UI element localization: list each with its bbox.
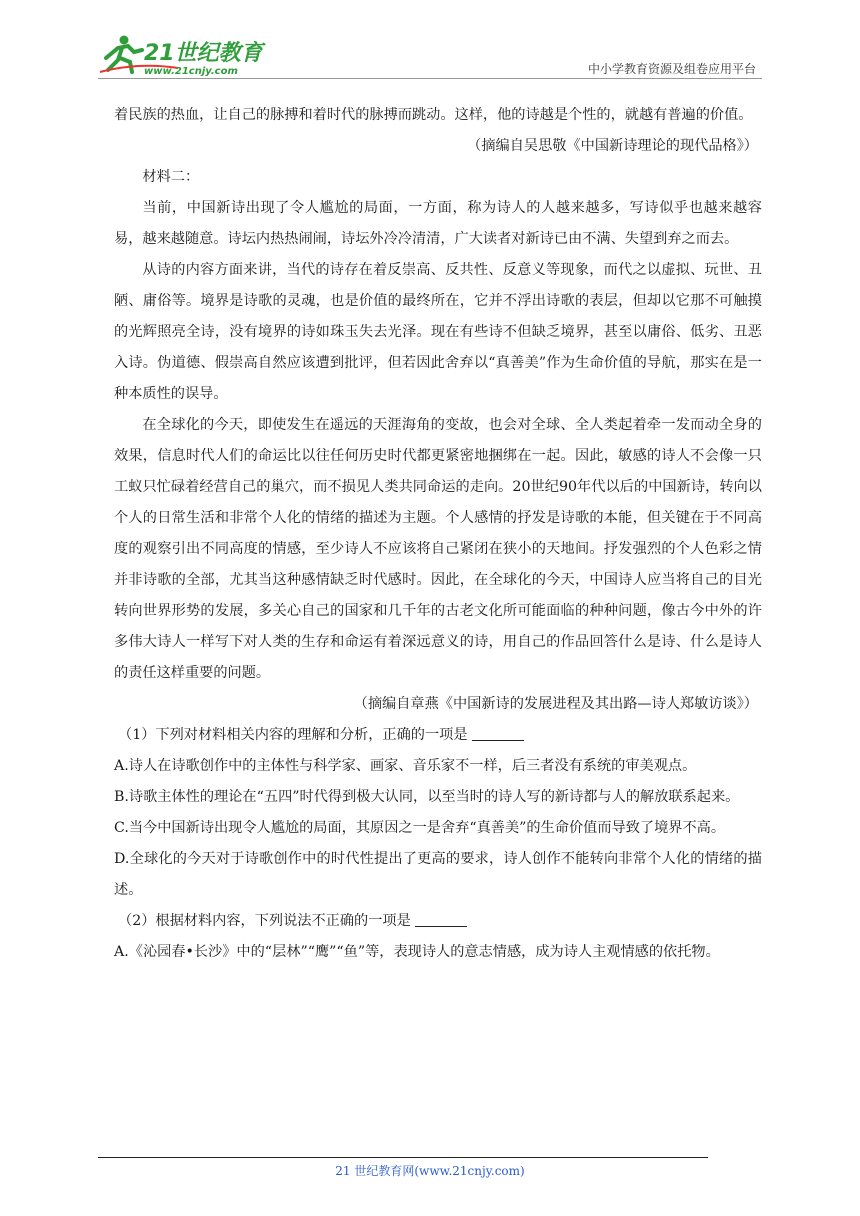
platform-name: 中小学教育资源及组卷应用平台 xyxy=(587,62,756,76)
logo xyxy=(98,32,268,78)
question-1-text: （1）下列对材料相关内容的理解和分析，正确的一项是 xyxy=(118,727,468,743)
q2-option-a: A.《沁园春•长沙》中的“层林”“鹰”“鱼”等，表现诗人的意志情感，成为诗人主观情感的依托物。 xyxy=(114,944,720,960)
q1-option-b: B.诗歌主体性的理论在“五四”时代得到极大认同，以至当时的诗人写的新诗都与人的解放联系起来。 xyxy=(114,789,740,805)
header-divider xyxy=(98,78,762,79)
page-footer: 21 世纪教育网(www.21cnjy.com) xyxy=(335,1164,525,1178)
q1-option-d: D.全球化的今天对于诗歌创作中的时代性提出了更高的要求，诗人创作不能转向非常个人化的情绪的描述。 xyxy=(114,851,762,898)
question-2-text: （2）根据材料内容，下列说法不正确的一项是 xyxy=(118,913,411,929)
material-2-heading: 材料二： xyxy=(142,169,200,185)
footer-divider xyxy=(98,1157,708,1158)
paragraph-1: 当前，中国新诗出现了令人尴尬的局面，一方面，称为诗人的人越来越多，写诗似乎也越来越容易，越来越随意。诗坛内热热闹闹，诗坛外冷冷清清，广大读者对新诗已由不满、失望到弃之而去。 xyxy=(114,200,762,247)
paragraph-continued: 着民族的热血，让自己的脉搏和着时代的脉搏而跳动。这样，他的诗越是个性的，就越有普遍的价值。 xyxy=(114,107,753,123)
answer-blank-2[interactable] xyxy=(415,912,467,927)
source-citation-2: （摘编自章燕《中国新诗的发展进程及其出路—诗人郑敏访谈》） xyxy=(353,696,758,712)
answer-blank-1[interactable] xyxy=(472,726,524,741)
page-header xyxy=(98,32,762,80)
question-1 xyxy=(114,720,762,751)
document-body xyxy=(114,100,762,968)
q1-option-a: A.诗人在诗歌创作中的主体性与科学家、画家、音乐家不一样，后三者没有系统的审美观点。 xyxy=(114,758,697,774)
question-2 xyxy=(114,906,762,937)
running-man-logo-icon xyxy=(98,32,268,78)
source-citation-1: （摘编自吴思敬《中国新诗理论的现代品格》） xyxy=(467,138,758,154)
svg-text:www.21cnjy.com: www.21cnjy.com xyxy=(144,66,238,77)
q1-option-c: C.当今中国新诗出现令人尴尬的局面，其原因之一是舍弃“真善美”的生命价值而导致了境界不高。 xyxy=(114,820,726,836)
paragraph-2: 从诗的内容方面来讲，当代的诗存在着反崇高、反共性、反意义等现象，而代之以虚拟、玩世、丑陋、庸俗等。境界是诗歌的灵魂，也是价值的最终所在，它并不浮出诗歌的表层，但却以它那不可触摸的光辉照亮全诗，没有境界的诗如珠玉失去光泽。现在有些诗不但缺乏境界，甚至以庸俗、低劣、丑恶入诗。伪道德、假崇高自然应该遭到批评，但若因此舍弃以“真善美”作为生命价值的导航，那实在是一种本质性的误导。 xyxy=(114,262,762,402)
paragraph-3: 在全球化的今天，即使发生在遥远的天涯海角的变故，也会对全球、全人类起着牵一发而动全身的效果，信息时代人们的命运比以往任何历史时代都更紧密地捆绑在一起。因此，敏感的诗人不会像一只工蚁只忙碌着经营自己的巢穴，而不损见人类共同命运的走向。20世纪90年代以后的中国新诗，转向以个人的日常生活和非常个人化的情绪的描述为主题。个人感情的抒发是诗歌的本能，但关键在于不同高度的观察引出不同高度的情感，至少诗人不应该将自己紧闭在狭小的天地间。抒发强烈的个人色彩之情并非诗歌的全部，尤其当这种感情缺乏时代感时。因此，在全球化的今天，中国诗人应当将自己的目光转向世界形势的发展，多关心自己的国家和几千年的古老文化所可能面临的种种问题，像古今中外的许多伟大诗人一样写下对人类的生存和命运有着深远意义的诗，用自己的作品回答什么是诗、什么是诗人的责任这样重要的问题。 xyxy=(114,417,762,681)
svg-text:21世纪教育: 21世纪教育 xyxy=(144,41,263,66)
